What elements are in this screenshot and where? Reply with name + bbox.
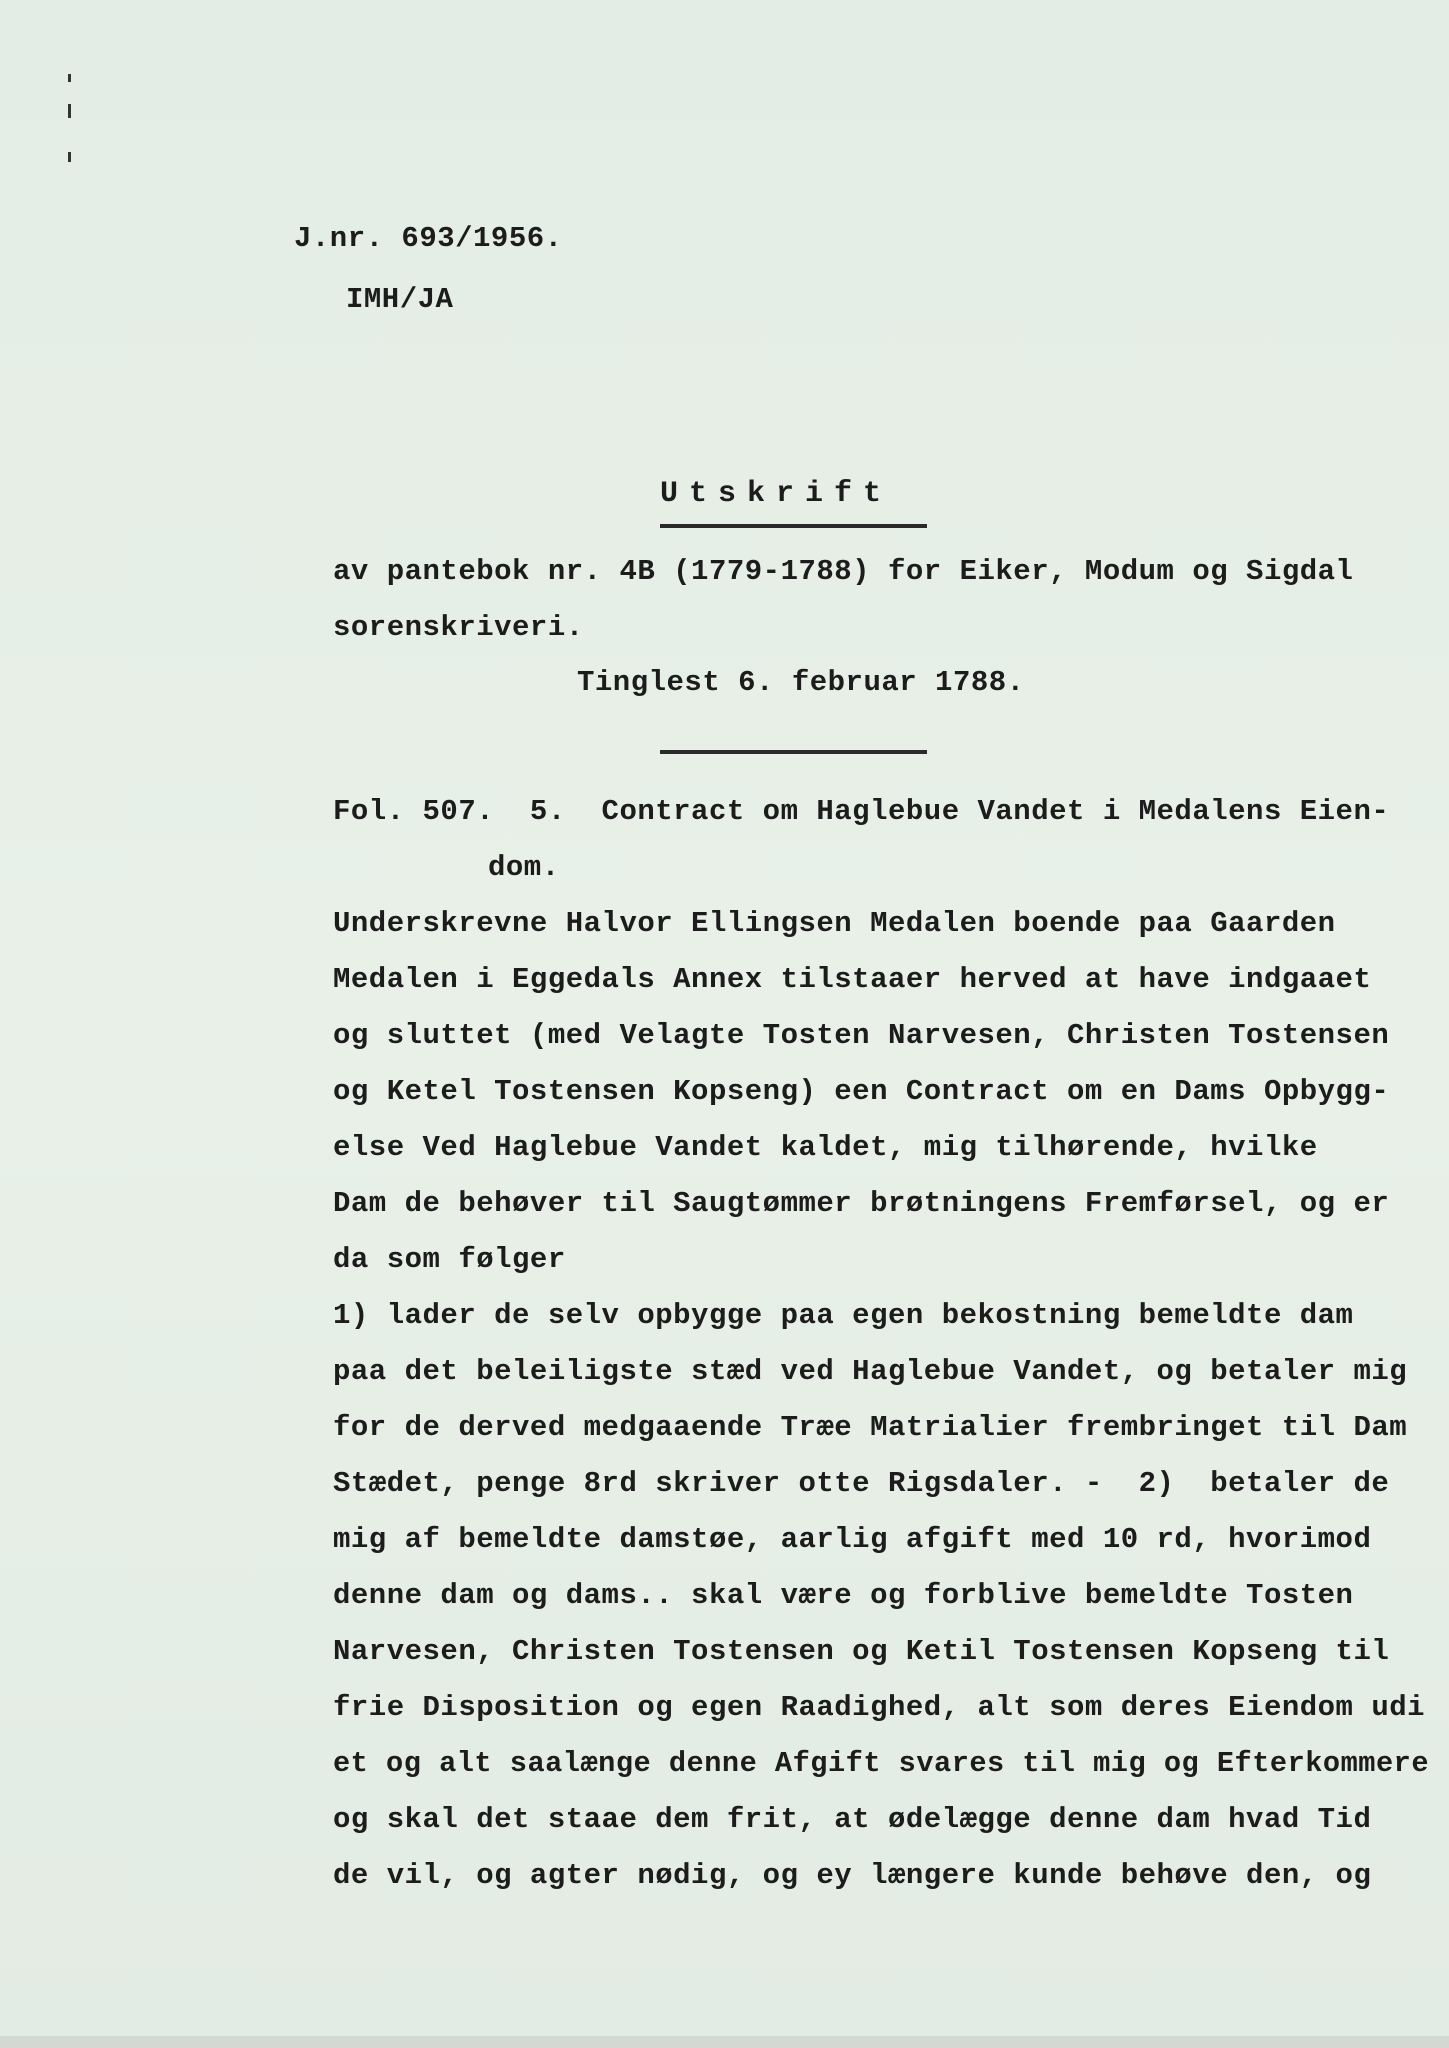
body-line: denne dam og dams.. skal være og forblive bemeldte Tosten	[333, 1579, 1354, 1612]
title-underline	[660, 524, 927, 528]
body-line: 1) lader de selv opbygge paa egen bekostning bemeldte dam	[333, 1299, 1354, 1332]
body-line: et og alt saalænge denne Afgift svares til mig og Efterkommere	[333, 1747, 1429, 1780]
body-line: og Ketel Tostensen Kopseng) een Contract om en Dams Opbygg-	[333, 1075, 1390, 1108]
body-line: for de derved medgaaende Træe Matrialier frembringet til Dam	[333, 1411, 1408, 1444]
section-divider	[660, 750, 927, 754]
body-line: da som følger	[333, 1243, 566, 1276]
registration-date: Tinglest 6. februar 1788.	[577, 666, 1025, 699]
body-line: Medalen i Eggedals Annex tilstaaer herved at have indgaaet	[333, 963, 1372, 996]
body-line: Narvesen, Christen Tostensen og Ketil Tostensen Kopseng til	[333, 1635, 1390, 1668]
body-line: og sluttet (med Velagte Tosten Narvesen, Christen Tostensen	[333, 1019, 1390, 1052]
body-line: frie Disposition og egen Raadighed, alt som deres Eiendom udi	[333, 1691, 1426, 1724]
body-line: paa det beleiligste stæd ved Haglebue Vandet, og betaler mig	[333, 1355, 1408, 1388]
punch-hole-marks	[68, 70, 74, 170]
body-line: Underskrevne Halvor Ellingsen Medalen boende paa Gaarden	[333, 907, 1336, 940]
folio-heading: Fol. 507. 5. Contract om Haglebue Vandet i Medalens Eien-	[333, 795, 1390, 828]
body-line: Stædet, penge 8rd skriver otte Rigsdaler. - 2) betaler de	[333, 1467, 1390, 1500]
journal-reference: J.nr. 693/1956.	[294, 222, 563, 255]
author-initials: IMH/JA	[346, 283, 454, 316]
body-line: de vil, og agter nødig, og ey længere kunde behøve den, og	[333, 1859, 1372, 1892]
subtitle-line-1: av pantebok nr. 4B (1779-1788) for Eiker, Modum og Sigdal	[333, 555, 1354, 588]
folio-heading-continued: dom.	[488, 851, 560, 884]
document-title: Utskrift	[660, 477, 893, 511]
subtitle-line-2: sorenskriveri.	[333, 611, 584, 644]
body-line: else Ved Haglebue Vandet kaldet, mig tilhørende, hvilke	[333, 1131, 1318, 1164]
body-line: Dam de behøver til Saugtømmer brøtningens Fremførsel, og er	[333, 1187, 1390, 1220]
body-line: mig af bemeldte damstøe, aarlig afgift med 10 rd, hvorimod	[333, 1523, 1372, 1556]
body-line: og skal det staae dem frit, at ødelægge denne dam hvad Tid	[333, 1803, 1372, 1836]
scan-bottom-edge	[0, 2036, 1449, 2048]
